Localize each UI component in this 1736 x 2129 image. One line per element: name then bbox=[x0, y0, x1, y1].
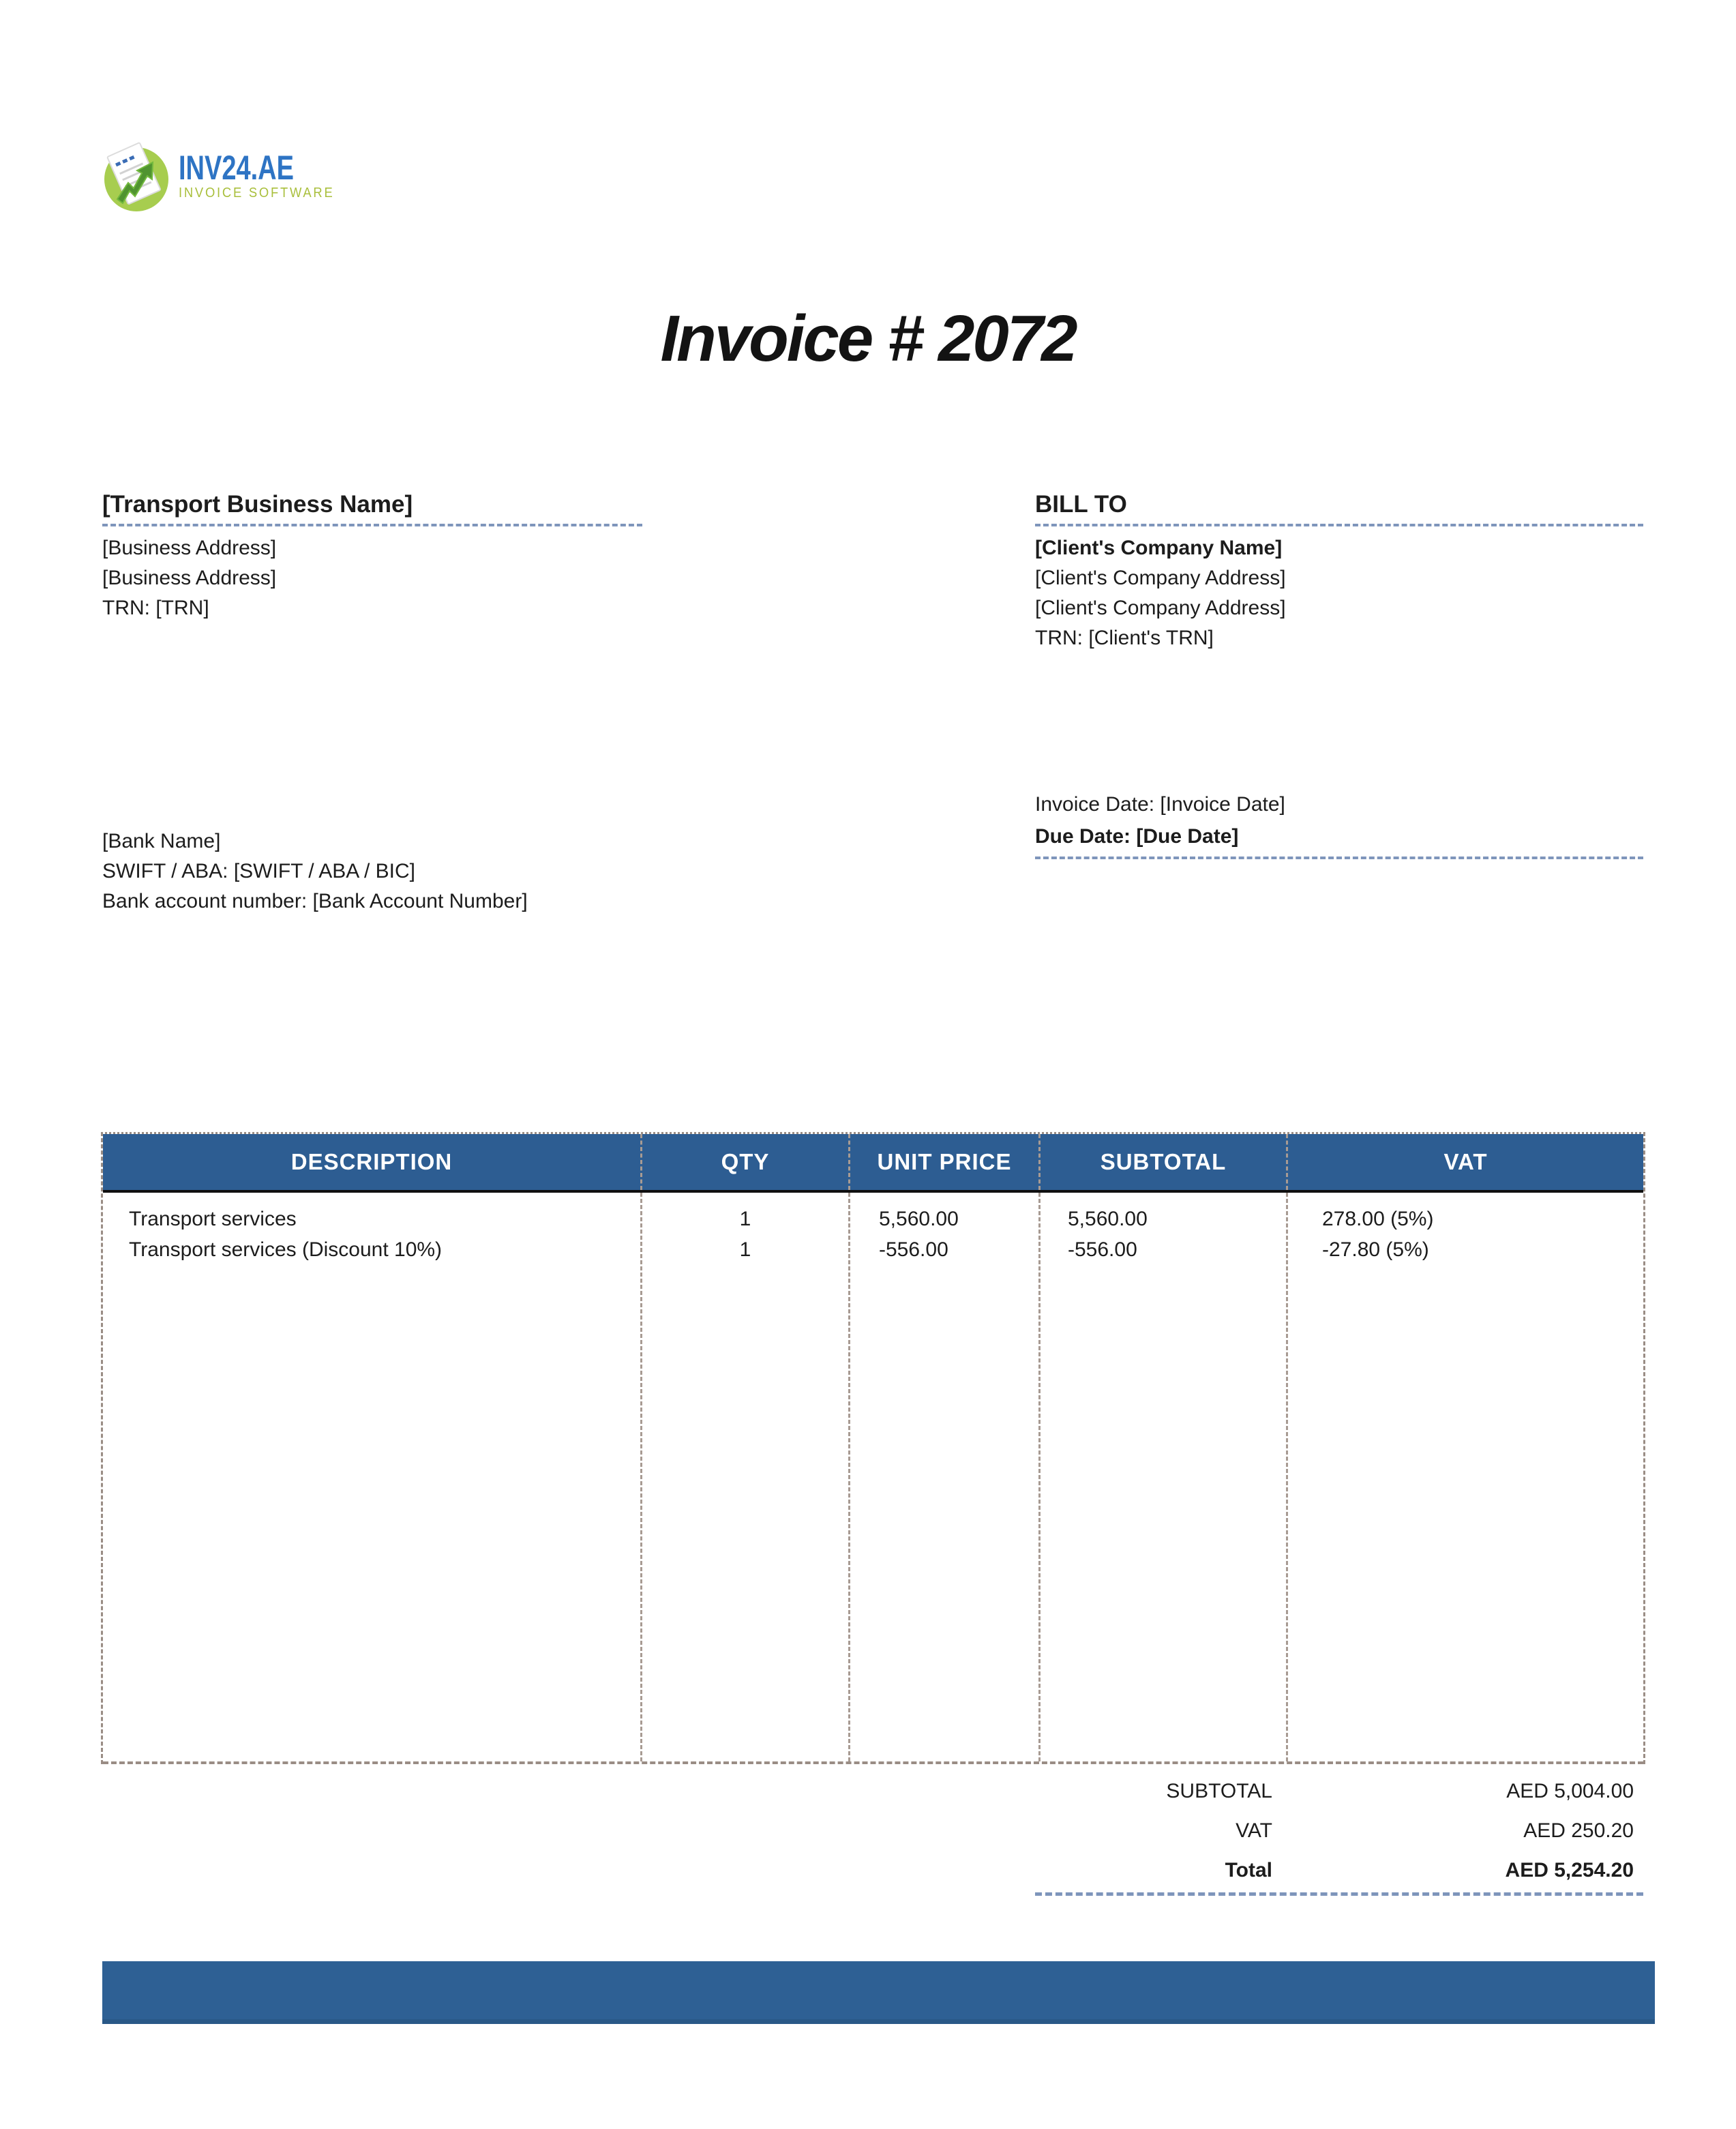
bank-swift: SWIFT / ABA: [SWIFT / ABA / BIC] bbox=[102, 860, 415, 882]
row-1-unit-price: 5,560.00 bbox=[879, 1208, 959, 1230]
bill-to-heading: BILL TO bbox=[1035, 491, 1643, 526]
items-table-body bbox=[103, 1193, 1643, 1764]
total-label: Total bbox=[1225, 1859, 1272, 1881]
inv24-logo-icon bbox=[101, 140, 173, 213]
seller-address-1: [Business Address] bbox=[102, 537, 277, 559]
client-trn: TRN: [Client's TRN] bbox=[1035, 627, 1214, 649]
dates-block bbox=[1035, 788, 1643, 859]
subtotal-value: AED 5,004.00 bbox=[1506, 1780, 1634, 1802]
column-vat bbox=[1288, 1193, 1643, 1761]
header-subtotal: SUBTOTAL bbox=[1041, 1134, 1288, 1190]
column-unit-price bbox=[850, 1193, 1041, 1761]
client-company-name: [Client's Company Name] bbox=[1035, 537, 1283, 559]
items-table bbox=[101, 1132, 1645, 1764]
seller-address-2: [Business Address] bbox=[102, 567, 277, 589]
totals-block bbox=[1035, 1777, 1643, 1896]
row-1-description: Transport services bbox=[129, 1208, 297, 1230]
vat-value: AED 250.20 bbox=[1523, 1819, 1634, 1842]
row-2-vat: -27.80 (5%) bbox=[1322, 1238, 1429, 1261]
client-address-1: [Client's Company Address] bbox=[1035, 567, 1286, 589]
bank-name: [Bank Name] bbox=[102, 830, 221, 852]
due-date: Due Date: [Due Date] bbox=[1035, 825, 1239, 848]
bank-account-number: Bank account number: [Bank Account Number] bbox=[102, 890, 528, 912]
vat-label: VAT bbox=[1236, 1819, 1272, 1842]
totals-total-row bbox=[1035, 1856, 1643, 1884]
invoice-date: Invoice Date: [Invoice Date] bbox=[1035, 793, 1285, 816]
logo-tagline: INVOICE SOFTWARE bbox=[179, 185, 335, 200]
bill-to-block bbox=[1035, 491, 1643, 653]
bank-block bbox=[102, 827, 528, 917]
seller-block bbox=[102, 491, 642, 623]
inv24-logo bbox=[101, 140, 348, 213]
row-2-description: Transport services (Discount 10%) bbox=[129, 1238, 443, 1261]
client-address-2: [Client's Company Address] bbox=[1035, 597, 1286, 619]
totals-subtotal-row bbox=[1035, 1777, 1643, 1805]
header-unit-price: UNIT PRICE bbox=[850, 1134, 1041, 1190]
inv24-logo-text bbox=[179, 149, 348, 201]
column-qty bbox=[642, 1193, 850, 1761]
total-value: AED 5,254.20 bbox=[1505, 1859, 1634, 1881]
header-qty: QTY bbox=[642, 1134, 850, 1190]
column-description bbox=[103, 1193, 642, 1761]
row-2-qty: 1 bbox=[739, 1238, 751, 1261]
header-vat: VAT bbox=[1443, 1149, 1488, 1174]
row-2-unit-price: -556.00 bbox=[879, 1238, 948, 1261]
seller-name: [Transport Business Name] bbox=[102, 491, 642, 526]
column-subtotal bbox=[1041, 1193, 1288, 1761]
row-1-subtotal: 5,560.00 bbox=[1068, 1208, 1148, 1230]
totals-vat-row bbox=[1035, 1817, 1643, 1845]
row-2-subtotal: -556.00 bbox=[1068, 1238, 1137, 1261]
seller-trn: TRN: [TRN] bbox=[102, 597, 209, 619]
row-1-qty: 1 bbox=[739, 1208, 751, 1230]
header-description: DESCRIPTION bbox=[103, 1134, 642, 1190]
footer-accent-bar bbox=[102, 1961, 1655, 2024]
invoice-title: Invoice # 2072 bbox=[660, 302, 1076, 375]
logo-name: INV24.AE bbox=[179, 149, 294, 187]
subtotal-label: SUBTOTAL bbox=[1166, 1780, 1272, 1802]
items-table-header bbox=[103, 1134, 1643, 1193]
row-1-vat: 278.00 (5%) bbox=[1322, 1208, 1434, 1230]
